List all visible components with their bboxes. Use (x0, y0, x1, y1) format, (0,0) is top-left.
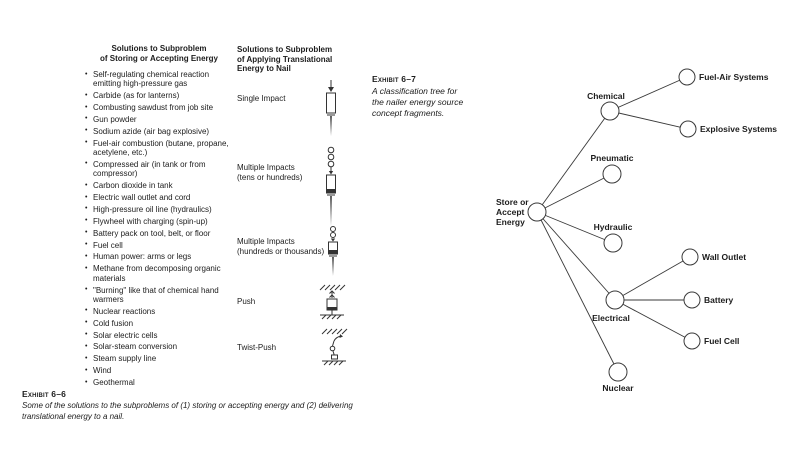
storing-energy-column-header (85, 44, 233, 63)
entry-label-push: Push (237, 297, 256, 306)
list-item: • "Burning" like that of chemical hand warmers (85, 286, 233, 305)
multiple-impacts-long-nail-driver-icon (322, 226, 344, 278)
list-item: • Electric wall outlet and cord (85, 193, 233, 202)
list-item: • Flywheel with charging (spin-up) (85, 217, 233, 226)
entry-label-multiple-impacts-hundreds (237, 237, 324, 256)
list-item: • Human power: arms or legs (85, 252, 233, 261)
entry-sublabel: (tens or hundreds) (237, 172, 303, 182)
list-item: • Fuel cell (85, 241, 233, 250)
list-item: • Methane from decomposing organic materials (85, 264, 233, 283)
list-item: • High-pressure oil line (hydraulics) (85, 205, 233, 214)
root-node (528, 203, 546, 221)
entry-label: Multiple Impacts (237, 163, 295, 172)
entry-sublabel: (hundreds or thousands) (237, 246, 325, 256)
list-item: • Geothermal (85, 378, 233, 387)
list-item: • Gun powder (85, 115, 233, 124)
list-item: • Solar electric cells (85, 331, 233, 340)
list-item: • Cold fusion (85, 319, 233, 328)
list-item: • Steam supply line (85, 354, 233, 363)
entry-label-twist-push: Twist-Push (237, 343, 277, 352)
hydraulic-node (604, 234, 622, 252)
wall-outlet-node (682, 249, 698, 265)
applying-energy-column-header (237, 45, 332, 74)
list-item: • Sodium azide (air bag explosive) (85, 127, 233, 136)
entry-label: Multiple Impacts (237, 237, 295, 246)
tree-labels (496, 72, 777, 393)
nuclear-node (609, 363, 627, 381)
wall-outlet-label: Wall Outlet (702, 252, 747, 262)
electrical-node (606, 291, 624, 309)
battery-node (684, 292, 700, 308)
pneumatic-label: Pneumatic (590, 153, 634, 163)
list-item: • Fuel-air combustion (butane, propane, acetylene, etc.) (85, 139, 233, 158)
exhibit-6-7-label: Exhibit 6–7 (372, 74, 417, 84)
list-item: • Combusting sawdust from job site (85, 103, 233, 112)
explosive-systems-label: Explosive Systems (700, 124, 778, 134)
root-label-line: Energy (496, 217, 525, 227)
electrical-label: Electrical (592, 313, 630, 323)
fuel-air-systems-node (679, 69, 695, 85)
fuel-cell-label: Fuel Cell (704, 336, 740, 346)
hydraulic-label: Hydraulic (593, 222, 633, 232)
list-item: • Solar-steam conversion (85, 342, 233, 351)
list-item: • Compressed air (in tank or from compressor) (85, 160, 233, 179)
storing-energy-solutions-list (85, 70, 233, 387)
root-label-line: Accept (496, 207, 525, 217)
header-line: Solutions to Subproblem (111, 44, 207, 53)
list-item: • Carbon dioxide in tank (85, 181, 233, 190)
entry-label-single-impact: Single Impact (237, 94, 286, 103)
fuel-air-systems-label: Fuel-Air Systems (699, 72, 769, 82)
push-press-icon (312, 283, 352, 321)
exhibit-6-7-caption-block (372, 74, 466, 119)
header-line: Energy to Nail (237, 64, 291, 73)
list-item: • Nuclear reactions (85, 307, 233, 316)
exhibit-6-7-caption: A classification tree for the nailer energy source concept fragments. (372, 86, 464, 118)
nuclear-label: Nuclear (602, 383, 634, 393)
battery-label: Battery (704, 295, 734, 305)
single-impact-nail-driver-icon (320, 80, 342, 138)
exhibit-6-6-caption: Some of the solutions to the subproblems of (1) storing or accepting energy and (2) delivering translational energy to a nail. (22, 401, 353, 421)
chemical-node (601, 102, 619, 120)
header-line: Solutions to Subproblem (237, 45, 333, 54)
header-line: of Storing or Accepting Energy (100, 53, 218, 63)
fuel-cell-node (684, 333, 700, 349)
list-item: • Wind (85, 366, 233, 375)
header-line: of Applying Translational (237, 54, 333, 64)
twist-push-crank-icon (314, 327, 354, 369)
list-item: • Battery pack on tool, belt, or floor (85, 229, 233, 238)
pneumatic-node (603, 165, 621, 183)
storing-energy-column (85, 44, 233, 390)
root-label-line: Store or (496, 197, 529, 207)
explosive-systems-node (680, 121, 696, 137)
multiple-impacts-nail-driver-icon (320, 146, 342, 230)
exhibit-6-6-label: Exhibit 6–6 (22, 389, 67, 399)
exhibit-6-6-caption-block (22, 389, 374, 422)
list-item: • Self-regulating chemical reaction emitting high-pressure gas (85, 70, 233, 89)
list-item: • Carbide (as for lanterns) (85, 91, 233, 100)
chemical-label: Chemical (587, 91, 625, 101)
classification-tree (490, 55, 790, 400)
entry-label-multiple-impacts-tens (237, 163, 302, 182)
